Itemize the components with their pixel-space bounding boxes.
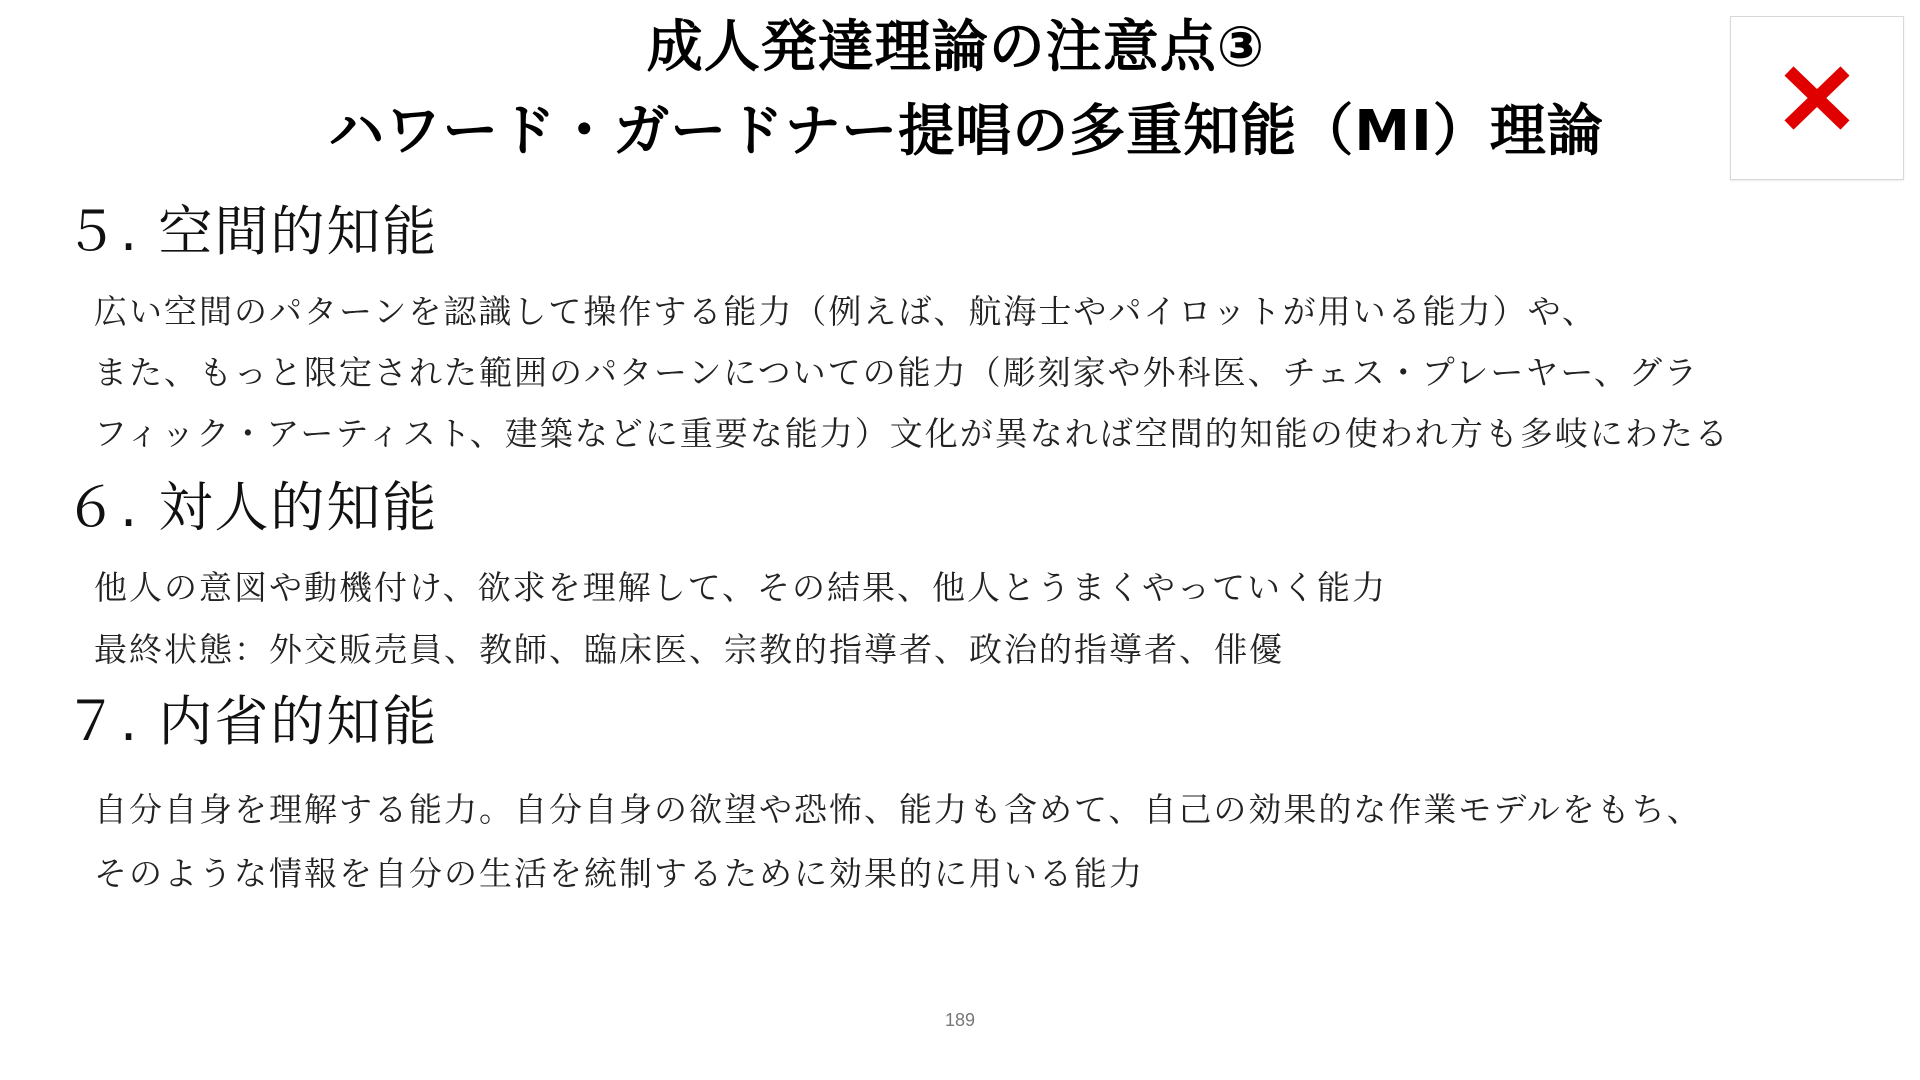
- slide-title: [0, 12, 1920, 168]
- body-line: 自分自身を理解する能力。自分自身の欲望や恐怖、能力も含めて、自己の効果的な作業モデルをもち、: [94, 790, 1702, 829]
- section-interpersonal-intelligence: [64, 476, 1884, 670]
- body-line: また、もっと限定された範囲のパターンについての能力（彫刻家や外科医、チェス・プレーヤー、グラ: [94, 353, 1700, 392]
- body-line: 他人の意図や動機付け、欲求を理解して、その結果、他人とうまくやっていく能力: [94, 568, 1388, 607]
- title-line-1: 成人発達理論の注意点③: [646, 15, 1266, 80]
- section-intrapersonal-intelligence: [64, 690, 1884, 894]
- section-heading: ５. 空間的知能: [64, 200, 439, 263]
- section-heading: ６. 対人的知能: [64, 476, 439, 539]
- cross-mark-box: [1730, 16, 1904, 180]
- body-line: 広い空間のパターンを認識して操作する能力（例えば、航海士やパイロットが用いる能力）や、: [94, 292, 1598, 331]
- page-number: 189: [944, 1010, 976, 1030]
- body-line: フィック・アーティスト、建築などに重要な能力）文化が異なれば空間的知能の使われ方も多岐にわたる: [94, 414, 1730, 453]
- title-line-2: ハワード・ガードナー提唱の多重知能（MI）理論: [328, 99, 1604, 164]
- section-spatial-intelligence: [64, 200, 1884, 454]
- section-heading: ７. 内省的知能: [64, 690, 439, 753]
- body-line: そのような情報を自分の生活を統制するために効果的に用いる能力: [94, 854, 1144, 893]
- body-line: 最終状態：外交販売員、教師、臨床医、宗教的指導者、政治的指導者、俳優: [94, 630, 1284, 669]
- cross-mark-icon: [1781, 65, 1853, 131]
